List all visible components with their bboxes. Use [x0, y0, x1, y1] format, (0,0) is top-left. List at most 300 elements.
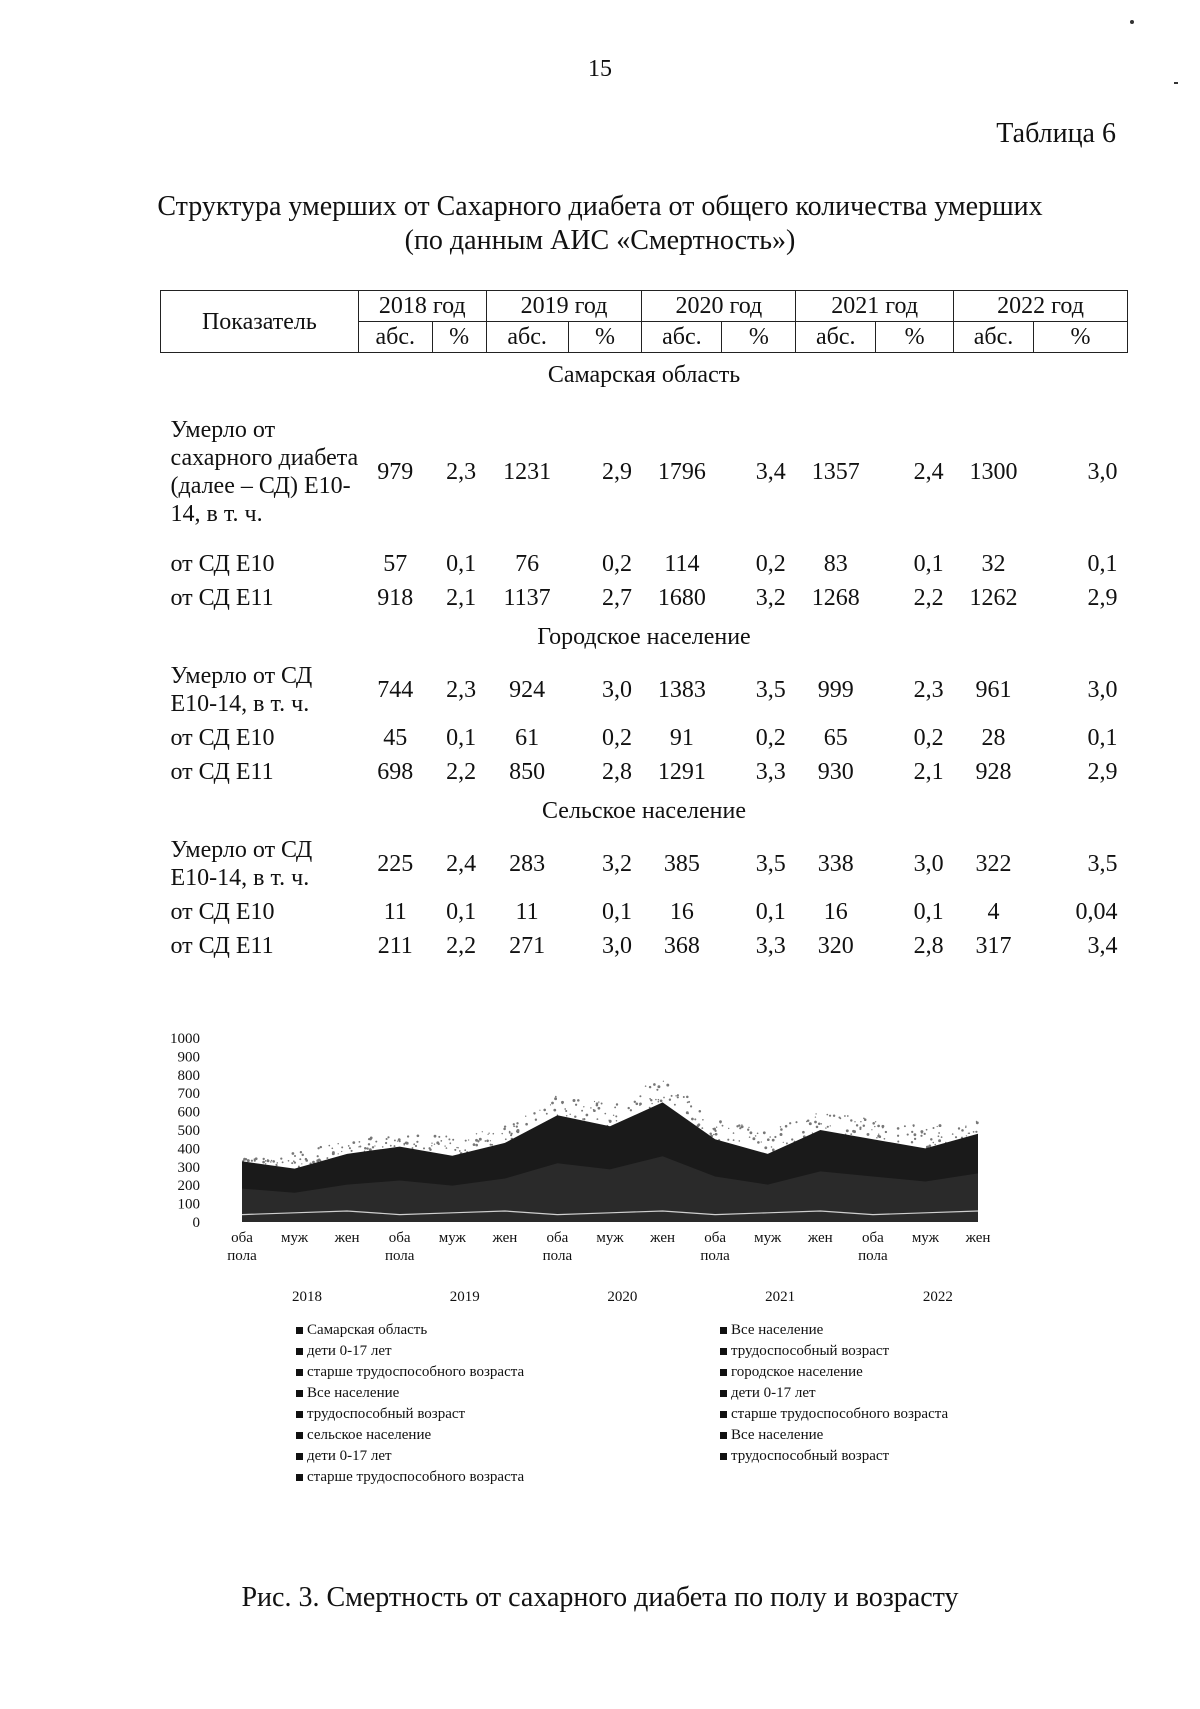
legend-item [720, 1425, 948, 1446]
legend-item [296, 1320, 524, 1341]
noise-speck [596, 1102, 599, 1105]
noise-speck [575, 1104, 577, 1106]
noise-speck [882, 1127, 884, 1129]
noise-speck [769, 1136, 771, 1138]
cell-percent: 0,2 [755, 724, 786, 751]
header-abs: абс. [954, 322, 1034, 353]
noise-speck [969, 1132, 971, 1134]
noise-speck [423, 1147, 425, 1149]
legend-item [720, 1341, 948, 1362]
cell-percent: 2,9 [601, 458, 632, 485]
noise-speck [601, 1103, 603, 1105]
table-title [150, 190, 1050, 258]
noise-speck [366, 1147, 368, 1149]
noise-speck [301, 1154, 303, 1156]
noise-speck [490, 1140, 491, 1141]
noise-speck [741, 1124, 742, 1125]
cell-abs: 1357 [811, 458, 860, 485]
cell-abs: 322 [975, 850, 1012, 877]
noise-speck [516, 1122, 518, 1124]
y-tick-label: 800 [177, 1067, 200, 1084]
noise-speck [533, 1112, 535, 1114]
cell-percent: 0,1 [1087, 724, 1118, 751]
noise-speck [663, 1081, 664, 1082]
x-category-label: муж [754, 1230, 782, 1246]
noise-speck [933, 1142, 935, 1144]
noise-speck [863, 1117, 865, 1119]
x-year-label: 2021 [765, 1289, 796, 1305]
cell-percent: 2,2 [446, 758, 477, 785]
cell-abs: 1300 [969, 458, 1018, 485]
noise-speck [516, 1125, 518, 1127]
noise-speck [397, 1140, 398, 1141]
noise-speck [431, 1145, 432, 1146]
noise-speck [827, 1126, 829, 1128]
noise-speck [657, 1085, 660, 1088]
cell-abs: 1262 [969, 584, 1018, 611]
noise-speck [291, 1162, 293, 1164]
y-tick-label: 0 [192, 1215, 200, 1231]
noise-speck [874, 1126, 875, 1127]
noise-speck [358, 1146, 359, 1147]
noise-speck [583, 1106, 584, 1107]
table-title-line2: (по данным АИС «Смертность») [404, 225, 796, 256]
noise-speck [938, 1139, 941, 1142]
noise-speck [406, 1142, 409, 1145]
noise-speck [535, 1119, 537, 1121]
cell-abs: 850 [509, 758, 546, 785]
noise-speck [609, 1120, 612, 1123]
noise-speck [368, 1138, 370, 1140]
noise-speck [271, 1160, 273, 1162]
cell-percent: 0,1 [913, 550, 944, 577]
noise-speck [459, 1150, 461, 1152]
noise-speck [280, 1158, 282, 1160]
noise-speck [338, 1153, 339, 1154]
noise-speck [368, 1143, 370, 1145]
noise-speck [539, 1110, 540, 1111]
noise-speck [767, 1138, 770, 1141]
legend-item [296, 1383, 524, 1404]
noise-speck [907, 1134, 909, 1136]
noise-speck [263, 1158, 265, 1160]
cell-percent: 0,1 [446, 550, 477, 577]
noise-speck [975, 1131, 977, 1133]
noise-speck [920, 1130, 923, 1133]
header-indicator: Показатель [161, 291, 359, 353]
noise-speck [504, 1125, 506, 1127]
cell-abs: 1268 [811, 584, 860, 611]
noise-speck [616, 1120, 618, 1122]
noise-speck [445, 1136, 447, 1138]
legend-label: Все население [731, 1322, 824, 1338]
legend-label: трудоспособный возраст [731, 1343, 890, 1359]
header-abs: абс. [796, 322, 876, 353]
noise-speck [582, 1118, 583, 1119]
noise-speck [739, 1140, 741, 1142]
noise-speck [440, 1140, 442, 1142]
noise-speck [415, 1145, 417, 1147]
noise-speck [475, 1144, 478, 1147]
cell-percent: 3,0 [601, 932, 632, 959]
cell-percent: 2,8 [913, 932, 944, 959]
legend-swatch [296, 1369, 303, 1376]
noise-speck [699, 1110, 702, 1113]
noise-speck [598, 1101, 599, 1102]
y-tick-label: 900 [177, 1049, 200, 1066]
row-label: от СД Е11 [170, 933, 274, 959]
x-category-label: жен [650, 1230, 676, 1246]
chart-legend-right [720, 1320, 948, 1467]
noise-speck [658, 1099, 660, 1101]
noise-speck [783, 1142, 784, 1143]
legend-label: дети 0-17 лет [307, 1448, 392, 1464]
noise-speck [438, 1143, 440, 1145]
cell-percent: 2,3 [446, 676, 477, 703]
noise-speck [739, 1127, 741, 1129]
table-row [161, 547, 1128, 581]
noise-speck [511, 1133, 513, 1135]
noise-speck [449, 1142, 451, 1144]
legend-item [296, 1467, 524, 1488]
noise-speck [465, 1140, 467, 1142]
y-tick-label: 100 [177, 1196, 200, 1213]
legend-item [720, 1404, 948, 1425]
noise-speck [337, 1143, 338, 1144]
legend-label: Все население [731, 1427, 824, 1443]
noise-speck [364, 1147, 367, 1150]
noise-speck [844, 1115, 846, 1117]
noise-speck [288, 1160, 290, 1162]
noise-speck [752, 1137, 755, 1140]
noise-speck [434, 1135, 437, 1138]
noise-speck [267, 1160, 270, 1163]
legend-swatch [720, 1411, 727, 1418]
noise-speck [911, 1131, 913, 1133]
noise-speck [341, 1146, 343, 1148]
noise-speck [272, 1160, 275, 1163]
noise-speck [509, 1131, 510, 1132]
noise-speck [658, 1101, 660, 1103]
cell-abs: 999 [817, 676, 854, 703]
noise-speck [543, 1109, 546, 1112]
noise-speck [349, 1147, 351, 1149]
noise-speck [555, 1096, 557, 1098]
noise-speck [660, 1099, 663, 1102]
noise-speck [569, 1114, 570, 1115]
noise-speck [634, 1101, 636, 1103]
noise-speck [255, 1157, 258, 1160]
noise-speck [663, 1097, 665, 1099]
noise-speck [651, 1103, 652, 1104]
noise-speck [594, 1101, 595, 1102]
legend-label: трудоспособный возраст [307, 1406, 466, 1422]
noise-speck [298, 1166, 300, 1168]
x-category-label: оба [862, 1230, 884, 1246]
noise-speck [438, 1136, 440, 1138]
noise-speck [838, 1116, 840, 1118]
noise-speck [913, 1126, 914, 1127]
x-category-label: муж [596, 1230, 624, 1246]
noise-speck [939, 1124, 942, 1127]
noise-speck [938, 1132, 940, 1134]
cell-abs: 698 [377, 758, 414, 785]
noise-speck [914, 1138, 916, 1140]
legend-label: Самарская область [307, 1322, 428, 1338]
x-category-label: муж [281, 1230, 309, 1246]
noise-speck [635, 1102, 638, 1105]
x-category-label: оба [704, 1230, 726, 1246]
row-label: от СД Е11 [170, 759, 274, 785]
cell-abs: 114 [664, 550, 700, 577]
legend-swatch [296, 1348, 303, 1355]
row-label: Умерло от сахарного диабета (далее – СД) Е10-14, в т. ч. [170, 417, 359, 527]
page-number: 15 [588, 56, 612, 82]
noise-speck [854, 1121, 855, 1122]
noise-speck [320, 1146, 322, 1148]
noise-speck [789, 1122, 791, 1124]
noise-speck [690, 1105, 692, 1107]
cell-percent: 2,4 [446, 850, 477, 877]
legend-label: городское население [731, 1364, 863, 1380]
noise-speck [614, 1107, 616, 1109]
noise-speck [965, 1127, 966, 1128]
noise-speck [816, 1126, 819, 1129]
noise-speck [375, 1141, 377, 1143]
noise-speck [871, 1129, 872, 1130]
noise-speck [897, 1135, 899, 1137]
noise-speck [413, 1143, 415, 1145]
legend-label: дети 0-17 лет [731, 1385, 816, 1401]
cell-percent: 3,0 [1087, 676, 1118, 703]
noise-speck [265, 1160, 267, 1162]
cell-abs: 91 [669, 724, 694, 751]
legend-item [296, 1362, 524, 1383]
noise-speck [501, 1133, 502, 1134]
noise-speck [941, 1136, 943, 1138]
noise-speck [525, 1116, 526, 1117]
noise-speck [386, 1138, 388, 1140]
legend-swatch [296, 1453, 303, 1460]
noise-speck [771, 1146, 772, 1147]
cell-abs: 338 [817, 850, 854, 877]
noise-speck [586, 1114, 589, 1117]
noise-speck [728, 1128, 729, 1129]
table-row [161, 833, 1128, 895]
noise-speck [598, 1107, 601, 1110]
noise-speck [780, 1126, 781, 1127]
noise-speck [687, 1102, 689, 1104]
cell-abs: 28 [981, 724, 1006, 751]
noise-speck [656, 1089, 658, 1091]
noise-speck [628, 1107, 630, 1109]
cell-percent: 0,2 [601, 724, 632, 751]
noise-speck [669, 1099, 671, 1101]
y-tick-label: 1000 [170, 1031, 200, 1047]
x-category-label: оба [231, 1230, 253, 1246]
noise-speck [390, 1145, 392, 1147]
noise-speck [458, 1147, 459, 1148]
noise-speck [270, 1161, 271, 1162]
x-year-label: 2019 [449, 1289, 480, 1305]
noise-speck [791, 1138, 793, 1140]
legend-swatch [296, 1432, 303, 1439]
legend-label: сельское население [307, 1427, 432, 1443]
noise-speck [821, 1123, 822, 1124]
cell-percent: 2,3 [446, 458, 477, 485]
noise-speck [276, 1164, 278, 1166]
legend-label: старше трудоспособного возраста [731, 1406, 949, 1422]
noise-speck [863, 1125, 865, 1127]
cell-percent: 0,04 [1075, 898, 1118, 925]
legend-label: дети 0-17 лет [307, 1343, 392, 1359]
section-title: Городское население [537, 624, 751, 650]
noise-speck [262, 1161, 265, 1164]
noise-speck [382, 1146, 384, 1148]
noise-speck [677, 1094, 679, 1096]
cell-abs: 4 [987, 898, 1000, 925]
noise-speck [749, 1131, 752, 1134]
noise-speck [904, 1125, 906, 1127]
noise-speck [456, 1147, 457, 1148]
noise-speck [359, 1141, 361, 1143]
noise-speck [780, 1133, 783, 1136]
noise-speck [655, 1099, 656, 1100]
noise-speck [727, 1139, 729, 1141]
noise-speck [359, 1145, 361, 1147]
header-year: 2018 год [358, 291, 486, 322]
noise-speck [513, 1123, 515, 1125]
noise-speck [747, 1129, 749, 1131]
noise-speck [645, 1085, 647, 1087]
legend-swatch [296, 1327, 303, 1334]
noise-speck [517, 1129, 520, 1132]
noise-speck [331, 1147, 333, 1149]
header-pct: % [722, 322, 796, 353]
noise-speck [546, 1113, 548, 1115]
noise-speck [348, 1145, 350, 1147]
noise-speck [551, 1102, 554, 1105]
cell-percent: 3,0 [601, 676, 632, 703]
table-row [161, 721, 1128, 755]
legend-item [296, 1425, 524, 1446]
noise-speck [630, 1109, 632, 1111]
noise-speck [973, 1131, 975, 1133]
row-label: Умерло от СД Е10-14, в т. ч. [170, 837, 313, 891]
cell-percent: 3,3 [755, 932, 786, 959]
noise-speck [464, 1149, 466, 1151]
noise-speck [976, 1121, 977, 1122]
row-label: от СД Е11 [170, 585, 274, 611]
header-year: 2020 год [642, 291, 796, 322]
noise-speck [850, 1133, 852, 1135]
noise-speck [826, 1114, 828, 1116]
noise-speck [385, 1142, 387, 1144]
cell-abs: 11 [515, 898, 539, 925]
noise-speck [830, 1125, 831, 1126]
scan-speck [1130, 20, 1134, 24]
noise-speck [473, 1143, 476, 1146]
table-row [161, 755, 1128, 789]
cell-abs: 211 [377, 932, 413, 959]
noise-speck [444, 1145, 445, 1146]
noise-speck [856, 1124, 858, 1126]
legend-item [296, 1446, 524, 1467]
noise-speck [738, 1124, 740, 1126]
noise-speck [581, 1110, 583, 1112]
table-row [161, 581, 1128, 615]
table-label: Таблица 6 [996, 118, 1116, 149]
noise-speck [482, 1131, 483, 1132]
noise-speck [847, 1115, 849, 1117]
noise-speck [691, 1118, 694, 1121]
noise-speck [577, 1099, 580, 1102]
mortality-table [160, 290, 1128, 963]
noise-speck [317, 1155, 319, 1157]
noise-speck [332, 1151, 335, 1154]
header-pct: % [1034, 322, 1128, 353]
noise-speck [615, 1115, 617, 1117]
noise-speck [604, 1113, 606, 1115]
noise-speck [814, 1121, 817, 1124]
y-tick-label: 700 [177, 1086, 200, 1103]
row-label: от СД Е10 [170, 899, 275, 925]
x-category-label: оба [388, 1230, 411, 1246]
noise-speck [428, 1147, 430, 1149]
x-category-label: пола [227, 1248, 257, 1264]
x-year-label: 2018 [292, 1289, 322, 1305]
cell-percent: 0,2 [755, 550, 786, 577]
noise-speck [930, 1138, 932, 1140]
cell-abs: 1291 [657, 758, 706, 785]
header-pct: % [432, 322, 486, 353]
noise-speck [795, 1121, 797, 1123]
cell-percent: 2,4 [913, 458, 944, 485]
noise-speck [846, 1129, 849, 1132]
cell-percent: 2,9 [1087, 584, 1118, 611]
y-tick-label: 300 [177, 1159, 200, 1176]
noise-speck [818, 1122, 821, 1125]
noise-speck [772, 1139, 775, 1142]
cell-abs: 16 [823, 898, 848, 925]
legend-swatch [296, 1390, 303, 1397]
noise-speck [860, 1121, 861, 1122]
noise-speck [958, 1127, 960, 1129]
x-category-label: жен [334, 1230, 360, 1246]
legend-swatch [296, 1474, 303, 1481]
noise-speck [853, 1130, 856, 1133]
noise-speck [702, 1119, 704, 1121]
legend-swatch [720, 1369, 727, 1376]
noise-speck [319, 1159, 321, 1161]
noise-speck [802, 1131, 805, 1134]
chart-legend-left [296, 1320, 524, 1488]
x-year-label: 2020 [607, 1289, 638, 1305]
cell-abs: 83 [823, 550, 848, 577]
cell-abs: 32 [981, 550, 1006, 577]
noise-speck [713, 1134, 714, 1135]
legend-item [296, 1404, 524, 1425]
noise-speck [825, 1127, 826, 1128]
legend-item [720, 1446, 948, 1467]
x-category-label: пола [858, 1248, 888, 1264]
cell-abs: 961 [975, 676, 1012, 703]
legend-swatch [720, 1453, 727, 1460]
noise-speck [755, 1135, 757, 1137]
y-tick-label: 400 [177, 1141, 200, 1158]
x-category-label: жен [492, 1230, 518, 1246]
noise-speck [454, 1149, 456, 1151]
